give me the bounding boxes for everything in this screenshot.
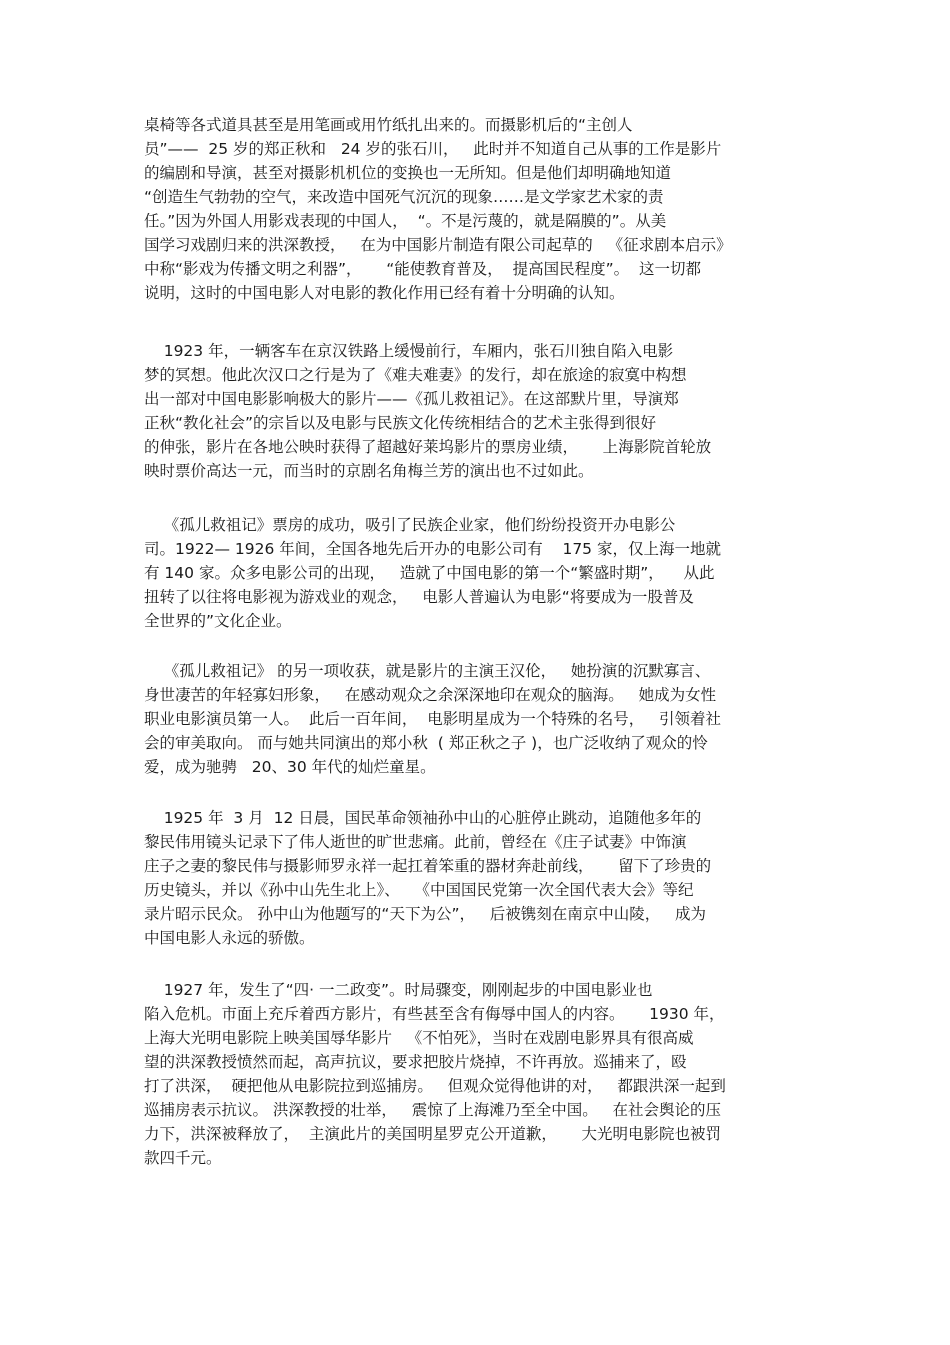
text-line: 中国电影人永远的骄傲。 (144, 929, 315, 947)
text-line: 爱，成为驰骋 20、30 年代的灿烂童星。 (144, 758, 436, 776)
text-line: 桌椅等各式道具甚至是用笔画或用竹纸扎出来的。而摄影机后的“主创人 (144, 116, 633, 134)
text-line: 1927 年，发生了“四· 一二政变”。时局骤变，刚刚起步的中国电影业也 (144, 981, 653, 999)
text-line: 正秋“教化社会”的宗旨以及电影与民族文化传统相结合的艺术主张得到很好 (144, 414, 657, 432)
text-line: 的编剧和导演，甚至对摄影机机位的变换也一无所知。但是他们却明确地知道 (144, 164, 672, 182)
text-line: 上海大光明电影院上映美国辱华影片 《不怕死》，当时在戏剧电影界具有很高威 (144, 1029, 694, 1047)
text-line: 录片昭示民众。 孙中山为他题写的“天下为公”， 后被镌刻在南京中山陵， 成为 (144, 905, 707, 923)
text-line: 打了洪深， 硬把他从电影院拉到巡捕房。 但观众觉得他讲的对， 都跟洪深一起到 (144, 1077, 726, 1095)
text-line: 员”—— 25 岁的郑正秋和 24 岁的张石川， 此时并不知道自己从事的工作是影片 (144, 140, 722, 158)
text-line: 说明，这时的中国电影人对电影的教化作用已经有着十分明确的认知。 (144, 284, 625, 302)
text-line: 《孤儿救祖记》票房的成功，吸引了民族企业家，他们纷纷投资开办电影公 (144, 516, 676, 534)
text-line: 扭转了以往将电影视为游戏业的观念， 电影人普遍认为电影“将要成为一股普及 (144, 588, 694, 606)
text-line: 望的洪深教授愤然而起，高声抗议，要求把胶片烧掉，不许再放。巡捕来了，殴 (144, 1053, 687, 1071)
text-line: 中称“影戏为传播文明之利器”， “能使教育普及， 提高国民程度”。 这一切都 (144, 260, 701, 278)
text-line: 庄子之妻的黎民伟与摄影师罗永祥一起扛着笨重的器材奔赴前线， 留下了珍贵的 (144, 857, 712, 875)
text-line: 有 140 家。众多电影公司的出现， 造就了中国电影的第一个“繁盛时期”， 从此 (144, 564, 715, 582)
paragraph-3 (144, 513, 814, 633)
text-line: 巡捕房表示抗议。 洪深教授的壮举， 震惊了上海滩乃至全中国。 在社会舆论的压 (144, 1101, 721, 1119)
text-line: 司。1922— 1926 年间，全国各地先后开办的电影公司有 175 家，仅上海一地就 (144, 540, 721, 558)
text-line: 出一部对中国电影影响极大的影片——《孤儿救祖记》。在这部默片里，导演郑 (144, 390, 679, 408)
paragraph-4 (144, 659, 814, 779)
text-line: 陷入危机。市面上充斥着西方影片，有些甚至含有侮辱中国人的内容。 1930 年， (144, 1005, 725, 1023)
paragraph-5 (144, 806, 814, 950)
text-line: 黎民伟用镜头记录下了伟人逝世的旷世悲痛。此前，曾经在《庄子试妻》中饰演 (144, 833, 687, 851)
text-line: 的伸张，影片在各地公映时获得了超越好莱坞影片的票房业绩， 上海影院首轮放 (144, 438, 712, 456)
text-line: 1923 年，一辆客车在京汉铁路上缓慢前行，车厢内，张石川独自陷入电影 (144, 342, 674, 360)
text-line: 国学习戏剧归来的洪深教授， 在为中国影片制造有限公司起草的 《征求剧本启示》 (144, 236, 732, 254)
text-line: 1925 年 3 月 12 日晨，国民革命领袖孙中山的心脏停止跳动，追随他多年的 (144, 809, 702, 827)
text-line: 身世凄苦的年轻寡妇形象， 在感动观众之余深深地印在观众的脑海。 她成为女性 (144, 686, 717, 704)
text-line: 全世界的”文化企业。 (144, 612, 292, 630)
paragraph-2 (144, 339, 814, 483)
text-line: 力下，洪深被释放了， 主演此片的美国明星罗克公开道歉， 大光明电影院也被罚 (144, 1125, 721, 1143)
text-line: 梦的冥想。他此次汉口之行是为了《难夫难妻》的发行，却在旅途的寂寞中构想 (144, 366, 687, 384)
paragraph-1 (144, 113, 814, 305)
paragraph-6 (144, 978, 814, 1170)
text-line: “创造生气勃勃的空气，来改造中国死气沉沉的现象……是文学家艺术家的责 (144, 188, 664, 206)
text-line: 会的审美取向。 而与她共同演出的郑小秋 ( 郑正秋之子 )，也广泛收纳了观众的怜 (144, 734, 708, 752)
text-line: 《孤儿救祖记》 的另一项收获，就是影片的主演王汉伦， 她扮演的沉默寡言、 (144, 662, 711, 680)
text-line: 任。”因为外国人用影戏表现的中国人， “。不是污蔑的，就是隔膜的”。从美 (144, 212, 667, 230)
text-line: 职业电影演员第一人。 此后一百年间， 电影明星成为一个特殊的名号， 引领着社 (144, 710, 721, 728)
text-line: 映时票价高达一元，而当时的京剧名角梅兰芳的演出也不过如此。 (144, 462, 594, 480)
text-line: 款四千元。 (144, 1149, 222, 1167)
text-line: 历史镜头，并以《孙中山先生北上》、 《中国国民党第一次全国代表大会》等纪 (144, 881, 694, 899)
